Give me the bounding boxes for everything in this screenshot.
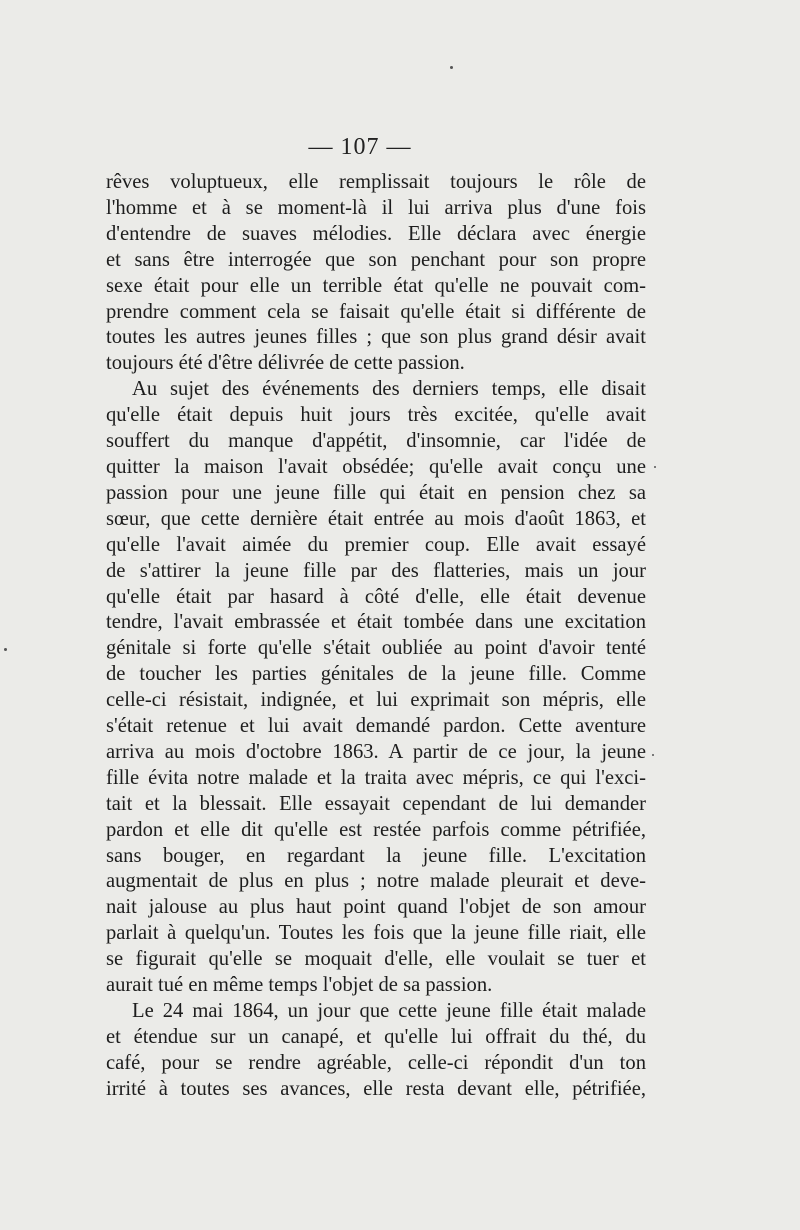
paragraph-start-line: Au sujet des événements des derniers temps, elle disait <box>132 378 646 401</box>
text-line: augmentait de plus en plus ; notre malade pleurait et deve- <box>106 870 646 893</box>
text-line: génitale si forte qu'elle s'était oubliée au point d'avoir tenté <box>106 637 646 660</box>
text-line: tait et la blessait. Elle essayait cependant de lui demander <box>106 792 646 815</box>
ink-speck <box>654 466 656 468</box>
text-line: arriva au mois d'octobre 1863. A partir de ce jour, la jeune <box>106 740 646 763</box>
text-line: qu'elle était par hasard à côté d'elle, elle était devenue <box>106 585 646 608</box>
text-line: fille évita notre malade et la traita avec mépris, ce qui l'exci- <box>106 766 646 789</box>
text-line: l'homme et à se moment-là il lui arriva plus d'une fois <box>106 196 646 219</box>
text-line: passion pour une jeune fille qui était en pension chez sa <box>106 481 646 504</box>
text-line: de s'attirer la jeune fille par des flatteries, mais un jour <box>106 559 646 582</box>
text-line: irrité à toutes ses avances, elle resta devant elle, pétrifiée, <box>106 1077 646 1100</box>
text-line: s'était retenue et lui avait demandé pardon. Cette aventure <box>106 715 646 738</box>
paragraph-start-line: Le 24 mai 1864, un jour que cette jeune fille était malade <box>132 1000 646 1022</box>
text-line: souffert du manque d'appétit, d'insomnie, car l'idée de <box>106 430 646 453</box>
text-line: pardon et elle dit qu'elle est restée parfois comme pétrifiée, <box>106 818 646 841</box>
text-line: sœur, que cette dernière était entrée au mois d'août 1863, et <box>106 507 646 530</box>
text-line: parlait à quelqu'un. Toutes les fois que la jeune fille riait, elle <box>106 922 646 945</box>
ink-speck <box>450 66 453 69</box>
text-line: toujours été d'être délivrée de cette passion. <box>106 352 465 375</box>
text-line: prendre comment cela se faisait qu'elle était si différente de <box>106 300 646 323</box>
text-line: quitter la maison l'avait obsédée; qu'elle avait conçu une <box>106 455 646 478</box>
ink-speck <box>652 754 654 756</box>
text-line: café, pour se rendre agréable, celle-ci répondit d'un ton <box>106 1051 646 1074</box>
text-line: aurait tué en même temps l'objet de sa passion. <box>106 974 493 997</box>
ink-speck <box>4 648 7 651</box>
text-line: toutes les autres jeunes filles ; que son plus grand désir avait <box>106 326 646 349</box>
text-line: se figurait qu'elle se moquait d'elle, elle voulait se tuer et <box>106 948 646 971</box>
text-line: sans bouger, en regardant la jeune fille. L'excitation <box>106 844 646 867</box>
text-line: de toucher les parties génitales de la jeune fille. Comme <box>106 663 646 686</box>
text-line: et étendue sur un canapé, et qu'elle lui offrait du thé, du <box>106 1025 646 1048</box>
text-line: et sans être interrogée que son penchant pour son propre <box>106 248 646 271</box>
text-line: qu'elle était depuis huit jours très excitée, qu'elle avait <box>106 404 646 427</box>
page-number: — 107 — <box>308 134 412 160</box>
text-line: sexe était pour elle un terrible état qu'elle ne pouvait com- <box>106 274 646 297</box>
text-line: celle-ci résistait, indignée, et lui exprimait son mépris, elle <box>106 689 646 712</box>
text-line: rêves voluptueux, elle remplissait toujours le rôle de <box>106 171 646 193</box>
text-line: qu'elle l'avait aimée du premier coup. Elle avait essayé <box>106 533 646 556</box>
text-line: nait jalouse au plus haut point quand l'objet de son amour <box>106 896 646 919</box>
text-line: tendre, l'avait embrassée et était tombée dans une excitation <box>106 611 646 634</box>
body-text <box>106 170 646 1103</box>
text-line: d'entendre de suaves mélodies. Elle déclara avec énergie <box>106 222 646 245</box>
